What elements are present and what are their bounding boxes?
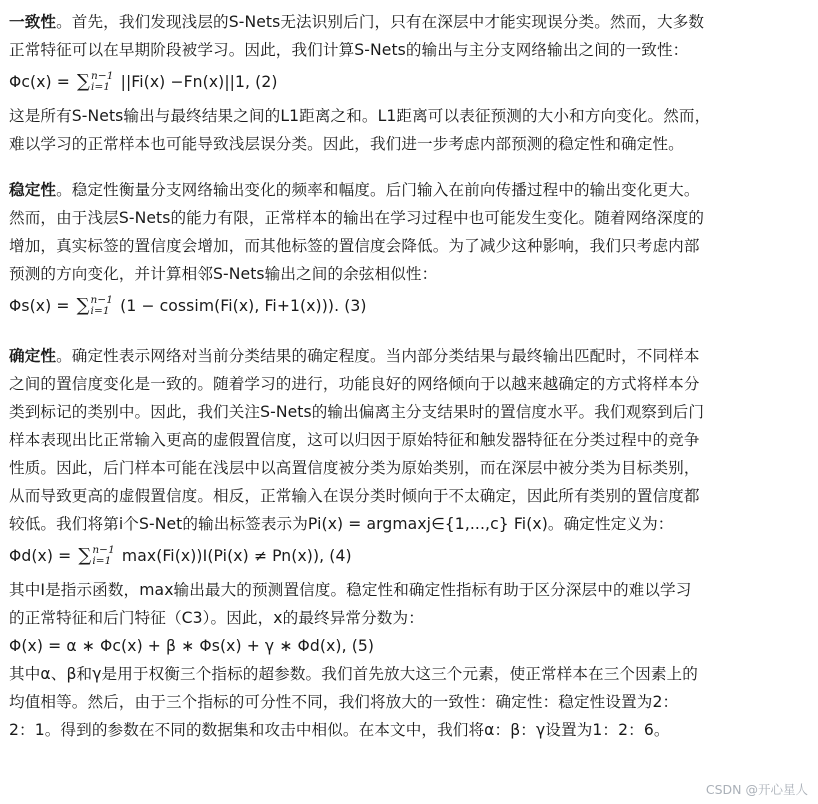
text-line: 正常特征可以在早期阶段被学习。因此，我们计算S-Nets的输出与主分支网络输出之间的一致性： [9, 41, 689, 59]
paragraph-stability: 稳定性。稳定性衡量分支网络输出变化的频率和幅度。后门输入在前向传播过程中的输出变化更大。 然而，由于浅层S-Nets的能力有限，正常样本的输出在学习过程中也可能发生变化。随着网络深度的 增加，真实标签的置信度会增加，而其他标签的置信度会降低。为了减少这种影响，我们只考虑内部 预测的方向变化，并计算相邻S-Nets输出之间的余弦相似性： [9, 181, 705, 283]
formula-4: Φd(x) = ∑ n−1 i=1 max(Fi(x))I(Pi(x) ≠ Pn(x)), (4) [9, 542, 811, 570]
formula-5: Φ(x) = α ∗ Φc(x) + β ∗ Φs(x) + γ ∗ Φd(x), (5) [9, 637, 375, 655]
term-consistency: 一致性 [9, 13, 57, 31]
paragraph-l1: 这是所有S-Nets输出与最终结果之间的L1距离之和。L1距离可以表征预测的大小和方向变化。然而， 难以学习的正常样本也可能导致浅层误分类。因此，我们进一步考虑内部预测的稳定性和确定性。 [9, 107, 711, 153]
text-line: 。首先，我们发现浅层的S-Nets无法识别后门，只有在深层中才能实现误分类。然而，大多数 [56, 13, 705, 31]
formula-3: Φs(x) = ∑ n−1 i=1 (1 − cossim(Fi(x), Fi+1(x))). (3) [9, 292, 811, 320]
term-stability: 稳定性 [9, 181, 57, 199]
paragraph-final-score: 其中I是指示函数，max输出最大的预测置信度。稳定性和确定性指标有助于区分深层中的难以学习 的正常特征和后门特征（C3）。因此，x的最终异常分数为： Φ(x) = α ∗ Φc(x) + β ∗ Φs(x) + γ ∗ Φd(x), (5) 其中α、β和γ是用于权衡三个指标的超参数。我们首先放大这三个元素，使正常样本在三个因素上的 均值相等。然后，由于三个指标的可分性不同，我们将放大的一致性：确定性：稳定性设置为2： 2：1。得到的参数在不同的数据集和攻击中相似。在本文中，我们将α：β：γ设置为1：2：6。 [9, 581, 698, 739]
csdn-watermark: CSDN @开心星人 [705, 782, 808, 797]
term-certainty: 确定性 [9, 347, 57, 365]
sum-symbol: ∑ n−1 i=1 [78, 543, 115, 567]
article-body [9, 8, 811, 744]
paragraph-consistency [9, 8, 811, 64]
sum-symbol: ∑ n−1 i=1 [76, 293, 114, 317]
sum-symbol: ∑ n−1 i=1 [77, 69, 114, 93]
paragraph-certainty: 确定性。确定性表示网络对当前分类结果的确定程度。当内部分类结果与最终输出匹配时，不同样本 之间的置信度变化是一致的。随着学习的进行，功能良好的网络倾向于以越来越确定的方式将样本分 类到标记的类别中。因此，我们关注S-Nets的输出偏离主分支结果时的置信度水平。我们观察到后门 样本表现出比正常输入更高的虚假置信度，这可以归因于原始特征和触发器特征在分类过程中的竞争 性质。因此，后门样本可能在浅层中以高置信度被分类为原始类别，而在深层中被分类为目标类别， 从而导致更高的虚假置信度。相反，正常输入在误分类时倾向于不太确定，因此所有类别的置信度都 较低。我们将第i个S-Net的输出标签表示为Pi(x) = argmaxj∈{1,...,c} Fi(x)。确定性定义为： [9, 347, 705, 533]
formula-2: Φc(x) = ∑ n−1 i=1 ||Fi(x) −Fn(x)||1, (2) [9, 68, 811, 96]
